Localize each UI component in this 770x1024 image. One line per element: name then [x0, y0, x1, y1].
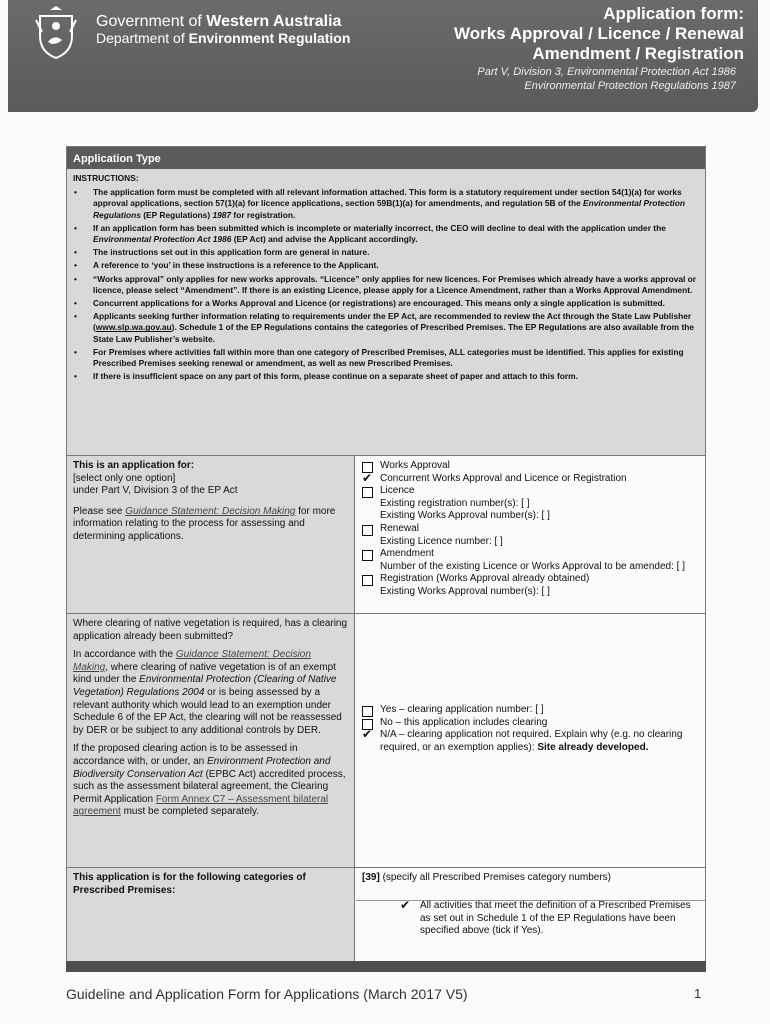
clearing-row [67, 613, 705, 868]
checkbox-icon[interactable] [362, 487, 373, 498]
clearing-explanation[interactable]: Site already developed. [537, 741, 649, 753]
amendment-number-field[interactable]: Number of the existing Licence or Works Approval to be amended: [ ] [380, 560, 685, 572]
clearing-options [356, 614, 705, 868]
checkbox-icon[interactable] [362, 550, 373, 561]
option-amendment[interactable]: Amendment [362, 548, 699, 561]
application-for-row [67, 455, 705, 614]
existing-works-approval-field-2[interactable]: Existing Works Approval number(s): [ ] [380, 585, 550, 597]
page-number: 1 [694, 986, 702, 1001]
categories-label [67, 868, 355, 972]
checkbox-icon[interactable] [362, 575, 373, 586]
existing-works-approval-field[interactable]: Existing Works Approval number(s): [ ] [380, 510, 550, 522]
categories-heading: This application is for the following categories of Prescribed Premises: [73, 872, 306, 896]
form-title-line3: Amendment / Registration [532, 44, 744, 63]
instruction-item: • If an application form has been submitted which is incomplete or materially incorrect, the CEO will decline to deal with the application under the Environmental Protection Act 1986 (EP Act) and advise the Applicant accordingly. [73, 223, 699, 245]
instruction-item: • The application form must be completed with all relevant information attached. This form is a statutory requirement under section 54(1)(a) for works approval applications, section 57(1)(a) for licence applications, section 59B(1)(a) for amendments, and regulation 5B of the Environmental Protection Regulations (EP Regulations) 1987 for registration. [73, 187, 699, 221]
all-activities-confirm[interactable]: ✔ All activities that meet the definition of a Prescribed Premises as set out in Schedule 1 of the EP Regulations have been specified above (tick if Yes). [400, 898, 691, 937]
option-renewal[interactable]: Renewal [362, 523, 699, 536]
category-numbers[interactable]: [39] [362, 872, 380, 883]
check-mark-icon[interactable]: ✔ [362, 727, 373, 742]
instruction-item: • For Premises where activities fall within more than one category of Prescribed Premises, ALL categories must be identified. This applies for existing Prescribed Premises seeking renewal or amendment, as well as new Prescribed Premises. [73, 347, 699, 369]
categories-row [67, 867, 705, 972]
annex-c7-link[interactable]: Form Annex C7 – Assessment bilateral agreement [73, 793, 329, 818]
option-clearing-na[interactable]: ✔ N/A – clearing application not required. Explain why (e.g. no clearing required, or an exemption applies): Site already developed. [362, 727, 683, 753]
instruction-item: • If there is insufficient space on any part of this form, please continue on a separate sheet of paper and attach to this form. [73, 371, 699, 382]
check-mark-icon[interactable]: ✔ [400, 898, 411, 912]
guidance-link[interactable]: Guidance Statement: Decision Making [125, 505, 296, 517]
instructions-panel [67, 169, 705, 455]
legislation-line2: Environmental Protection Regulations 1987 [524, 80, 736, 92]
application-for-heading: This is an application for: [73, 460, 195, 471]
categories-input [356, 868, 705, 972]
option-registration[interactable]: Registration (Works Approval already obtained) [362, 573, 699, 586]
existing-licence-field[interactable]: Existing Licence number: [ ] [380, 535, 503, 547]
checkbox-icon[interactable] [362, 525, 373, 536]
application-for-label: This is an application for: [select only one option] under Part V, Division 3 of the EP Act Please see Guidance Statement: Decision Making for more information relating to the process for assessing and determining applications. [67, 456, 355, 614]
option-licence[interactable]: Licence [362, 485, 699, 498]
form-title-line1: Application form: [603, 4, 744, 23]
guidance-link-2[interactable]: Guidance Statement: Decision Making [73, 649, 311, 673]
clearing-question: Where clearing of native vegetation is required, has a clearing application already been submitted? In accordance with the Guidance Statement: Decision Making, where clearing of native vegetation is of an exempt kind under the Environmental Protection (Clearing of Native Vegetation) Regulations 2004 or is being assessed by a relevant authority which would lead to an exemption under Schedule 6 of the EP Act, the clearing will not be reassessed by DER or be subject to any additional controls by DER. If the proposed clearing action is to be assessed in accordance with, or under, an Environment Protection and Biodiversity Conservation Act (EPBC Act) accredited process, such as the assessment bilateral agreement, the Clearing Permit Application Form Annex C7 – Assessment bilateral agreement must be completed separately. [67, 614, 355, 868]
instructions-list [73, 187, 699, 382]
footer-bar [66, 961, 706, 972]
clearing-question-text: Where clearing of native vegetation is required, has a clearing application already been submitted? [73, 618, 348, 642]
check-mark-icon[interactable]: ✔ [362, 470, 373, 485]
checkbox-icon[interactable] [362, 706, 373, 717]
instruction-item: • A reference to ‘you’ in these instructions is a reference to the Applicant. [73, 260, 699, 271]
application-type-form [66, 146, 706, 972]
existing-registration-field[interactable]: Existing registration number(s): [ ] [380, 497, 530, 509]
instruction-item: • Applicants seeking further information relating to requirements under the EP Act, are recommended to review the Act through the State Law Publisher (www.slp.wa.gov.au). Schedule 1 of the EP Regulations contains the categories of Prescribed Premises. The EP Regulations are also available from the State Law Publisher’s website. [73, 311, 699, 345]
option-works-approval[interactable]: Works Approval [362, 460, 699, 473]
government-name: Government of Western Australia [96, 13, 342, 30]
form-title-line2: Works Approval / Licence / Renewal [453, 24, 744, 43]
department-name: Department of Environment Regulation [96, 30, 351, 46]
instruction-item: • “Works approval” only applies for new works approvals. “Licence” only applies for new licences. For Premises which already have a works approval or licence, please select “Amendment”. If there is an existing Licence, please apply for a Licence Amendment, rather than a Works Approval Amendment. [73, 274, 699, 296]
instruction-item: • Concurrent applications for a Works Approval and Licence (or registrations) are encouraged. This means only a single application is submitted. [73, 298, 699, 309]
legislation-line1: Part V, Division 3, Environmental Protection Act 1986 [477, 66, 736, 78]
instructions-heading: INSTRUCTIONS: [73, 173, 139, 183]
option-concurrent[interactable]: ✔ Concurrent Works Approval and Licence or Registration [362, 470, 627, 485]
option-clearing-yes[interactable]: Yes – clearing application number: [ ] [362, 704, 699, 717]
categories-field[interactable]: [39] (specify all Prescribed Premises category numbers) [356, 868, 705, 901]
coat-of-arms-icon [32, 6, 80, 60]
footer-title: Guideline and Application Form for Applications (March 2017 V5) [66, 986, 468, 1002]
section-title: Application Type [67, 147, 705, 169]
slp-link[interactable]: www.slp.wa.gov.au [95, 322, 172, 333]
instruction-item: • The instructions set out in this application form are general in nature. [73, 247, 699, 258]
option-clearing-no[interactable]: No – this application includes clearing [362, 717, 699, 730]
header-banner [8, 0, 758, 112]
application-for-options [356, 456, 705, 614]
